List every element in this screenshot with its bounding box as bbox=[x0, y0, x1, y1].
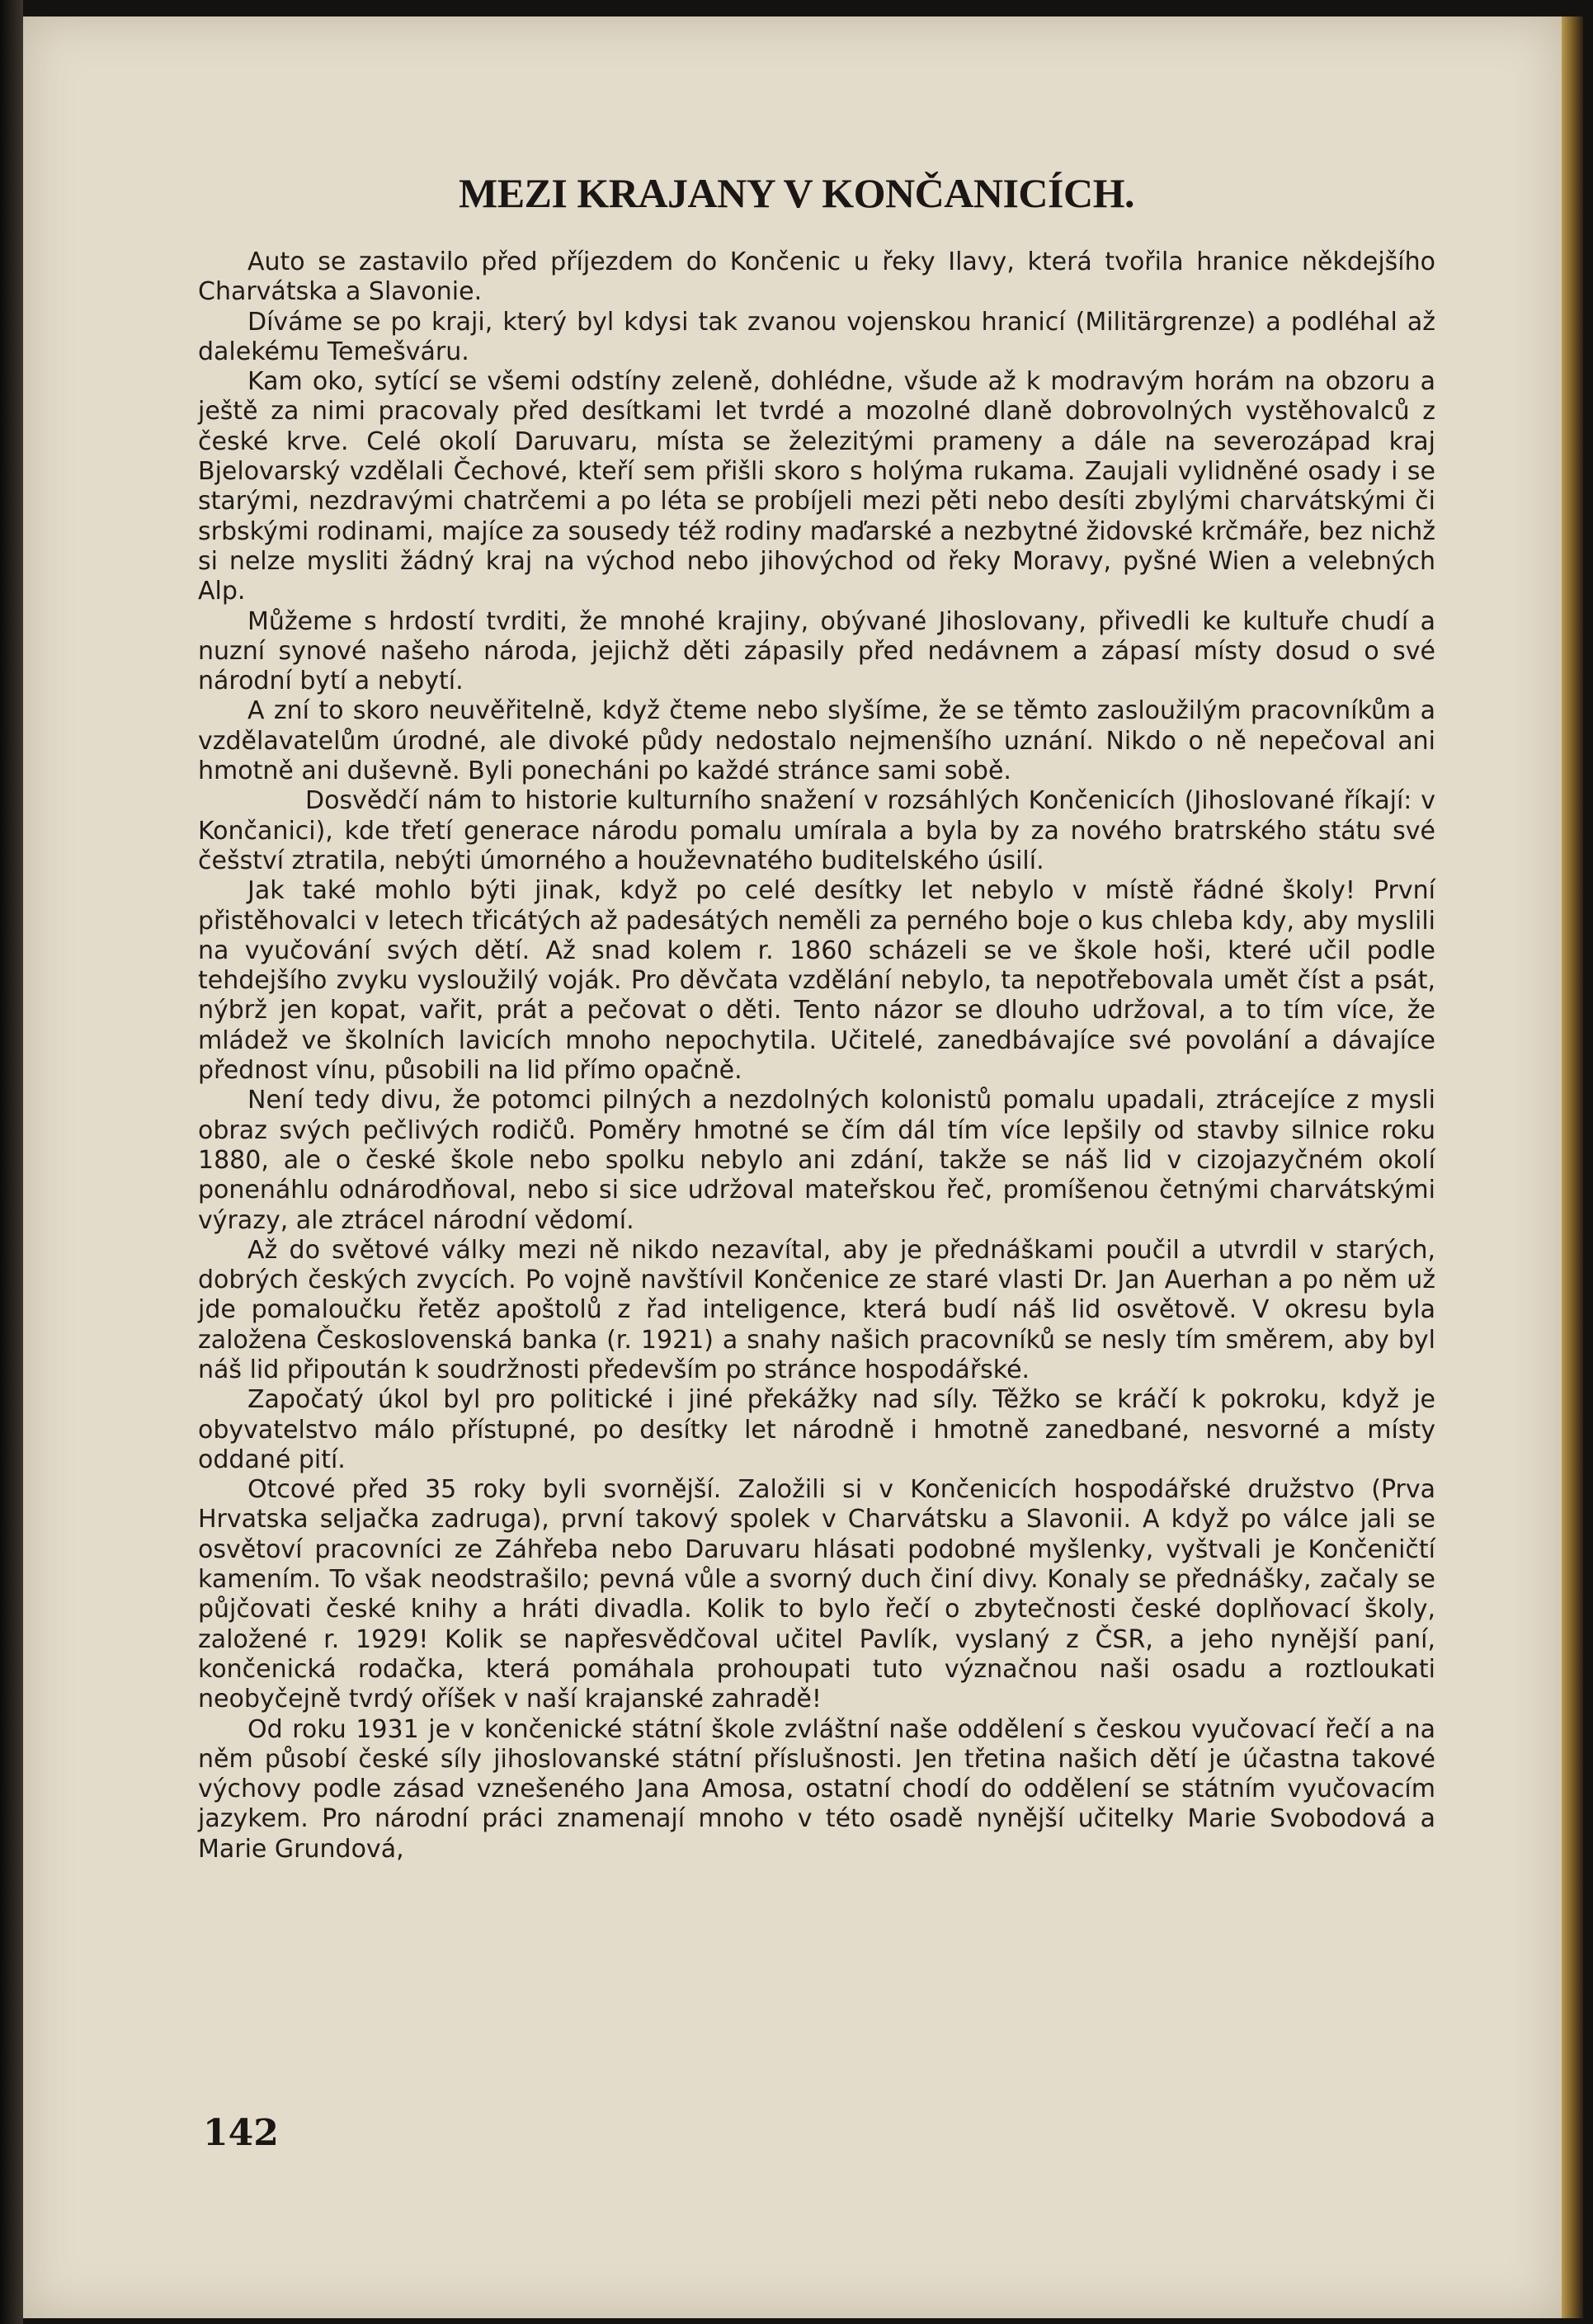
page-stack-edge bbox=[1562, 16, 1583, 2318]
article-body bbox=[198, 247, 1435, 1864]
paragraph: Není tedy divu, že potomci pilných a nezdolných kolonistů pomalu upadali, ztrácejíce z mysli obraz svých pečlivých rodičů. Poměry hmotné se čím dál tím více lepšily od stavby silnice roku 1880, ale o české škole nebo spolku nebylo ani zdání, takže se náš lid v cizojazyčném okolí ponenáhlu odnárodňoval, nebo si sice udržoval mateřskou řeč, promíšenou četnými charvátskými výrazy, ale ztrácel národní vědomí. bbox=[198, 1086, 1435, 1235]
paragraph: Otcové před 35 roky byli svornější. Založili si v Končenicích hospodářské družstvo (Prva Hrvatska seljačka zadruga), první takový spolek v Charvátsku a Slavonii. A když po válce jali se osvětoví pracovníci ze Záhřeba nebo Daruvaru hlásati podobné myšlenky, vyštvali je Končeničtí kamením. To však neodstrašilo; pevná vůle a svorný duch činí divy. Konaly se přednášky, začaly se půjčovati české knihy a hráti divadla. Kolik to bylo řečí o zbytečnosti české doplňovací školy, založené r. 1929! Kolik se napřesvědčoval učitel Pavlík, vyslaný z ČSR, a jeho nynější paní, končenická rodačka, která pomáhala prohoupati tuto význačnou naši osadu a roztloukati neobyčejně tvrdý oříšek v naší krajanské zahradě! bbox=[198, 1475, 1435, 1714]
paragraph: Dosvědčí nám to historie kulturního snažení v rozsáhlých Končenicích (Jihoslované říkají: v Končanici), kde třetí generace národu pomalu umírala a byla by za nového bratrského státu své češství ztratila, nebýti úmorného a houževnatého buditelského úsilí. bbox=[198, 786, 1435, 875]
paragraph: Kam oko, sytící se všemi odstíny zeleně, dohlédne, všude až k modravým horám na obzoru a ještě za nimi pracovaly před desítkami let tvrdé a mozolné dlaně dobrovolných vystěhovalců z české krve. Celé okolí Daruvaru, místa se železitými prameny a dále na severozápad kraj Bjelovarský vzdělali Čechové, kteří sem přišli skoro s holýma rukama. Zaujali vylidněné osady i se starými, nezdravými chatrčemi a po léta se probíjeli mezi pěti nebo desíti zbylými charvátskými či srbskými rodinami, majíce za sousedy též rodiny maďarské a nezbytné židovské krčmáře, bez nichž si nelze mysliti žádný kraj na východ nebo jihovýchod od řeky Moravy, pyšné Wien a velebných Alp. bbox=[198, 367, 1435, 606]
paragraph: Můžeme s hrdostí tvrditi, že mnohé krajiny, obývané Jihoslovany, přivedli ke kultuře chudí a nuzní synové našeho národa, jejichž děti zápasily před nedávnem a zápasí místy dosud o své národní bytí a nebytí. bbox=[198, 606, 1435, 696]
book-gutter-shadow bbox=[0, 0, 23, 2324]
paragraph: A zní to skoro neuvěřitelně, když čteme nebo slyšíme, že se těmto zasloužilým pracovníkům a vzdělavatelům úrodné, ale divoké půdy nedostalo nejmenšího uznání. Nikdo o ně nepečoval ani hmotně ani duševně. Byli ponecháni po každé stránce sami sobě. bbox=[198, 696, 1435, 786]
paragraph: Od roku 1931 je v končenické státní škole zvláštní naše oddělení s českou vyučovací řečí a na něm působí české síly jihoslovanské státní příslušnosti. Jen třetina našich dětí je účastna takové výchovy podle zásad vznešeného Jana Amosa, ostatní chodí do oddělení se státním vyučovacím jazykem. Pro národní práci znamenají mnoho v této osadě nynější učitelky Marie Svobodová a Marie Grundová, bbox=[198, 1714, 1435, 1864]
paragraph: Jak také mohlo býti jinak, když po celé desítky let nebylo v místě řádné školy! První přistěhovalci v letech třicátých až padesátých neměli za perného boje o kus chleba kdy, aby myslili na vyučování svých dětí. Až snad kolem r. 1860 scházeli se ve škole hoši, které učil podle tehdejšího zvyku vysloužilý voják. Pro děvčata vzdělání nebylo, ta nepotřebovala umět číst a psát, nýbrž jen kopat, vařit, prát a pečovat o děti. Tento názor se dlouho udržoval, a to tím více, že mládež ve školních lavicích mnoho nepochytila. Učitelé, zanedbávajíce své povolání a dávajíce přednost vínu, působili na lid přímo opačně. bbox=[198, 876, 1435, 1086]
article-title: MEZI KRAJANY V KONČANICÍCH. bbox=[459, 170, 1134, 216]
paragraph: Díváme se po kraji, který byl kdysi tak zvanou vojenskou hranicí (Militärgrenze) a podléhal až dalekému Temešváru. bbox=[198, 307, 1435, 366]
paragraph: Auto se zastavilo před příjezdem do Končenic u řeky Ilavy, která tvořila hranice někdejšího Charvátska a Slavonie. bbox=[198, 247, 1435, 307]
paragraph: Až do světové války mezi ně nikdo nezavítal, aby je přednáškami poučil a utvrdil v starých, dobrých českých zvycích. Po vojně navštívil Končenice ze staré vlasti Dr. Jan Auerhan a po něm už jde pomaloučku řetěz apoštolů z řad inteligence, která budí náš lid osvětově. V okresu byla založena Československá banka (r. 1921) a snahy našich pracovníků se nesly tím směrem, aby byl náš lid připoután k soudržnosti především po stránce hospodářské. bbox=[198, 1235, 1435, 1384]
paragraph: Započatý úkol byl pro politické i jiné překážky nad síly. Těžko se kráčí k pokroku, když je obyvatelstvo málo přístupné, po desítky let národně i hmotně zanedbané, nesvorné a místy oddané pití. bbox=[198, 1385, 1435, 1474]
page-number: 142 bbox=[203, 2112, 279, 2154]
